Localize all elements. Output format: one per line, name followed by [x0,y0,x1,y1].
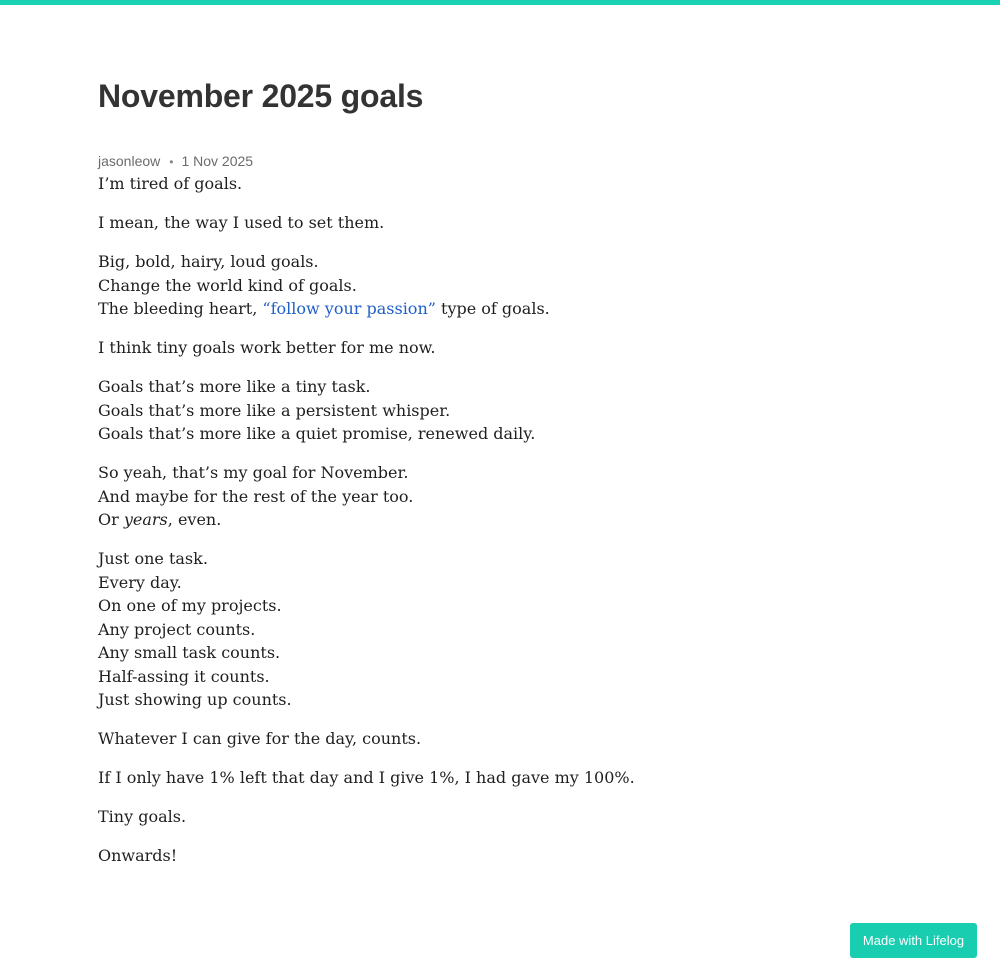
post-title: November 2025 goals [98,78,424,114]
paragraph: Onwards! [98,846,178,865]
paragraph-line: Goals that’s more like a persistent whisper. [98,400,451,420]
paragraph-line: Half-assing it counts. [98,666,270,686]
paragraph-line: Every day. [98,572,182,592]
paragraph-line: On one of my projects. [98,596,282,615]
paragraph-line: Big, bold, hairy, loud goals. [98,252,319,271]
text-segment: , even. [167,510,222,529]
paragraph: If I only have 1% left that day and I give 1%, I had gave my 100%. [98,768,635,787]
paragraph [98,250,898,321]
paragraph: I think tiny goals work better for me now. [98,338,436,357]
text-segment: The bleeding heart, [98,299,263,318]
paragraph: Whatever I can give for the day, counts. [98,729,422,748]
text-segment: Or [98,510,124,529]
top-accent-bar [0,0,1000,5]
paragraph-line: Goals that’s more like a quiet promise, renewed daily. [98,424,536,443]
paragraph: I mean, the way I used to set them. [98,213,385,232]
post-meta [98,152,898,171]
paragraph-line: And maybe for the rest of the year too. [98,486,414,506]
meta-separator: • [169,155,174,169]
emphasis-text: years [123,510,168,529]
post-body [98,172,898,868]
paragraph-line: Any small task counts. [98,643,281,662]
author-name[interactable]: jasonleow [98,153,161,169]
paragraph [98,461,898,532]
paragraph [98,375,898,446]
post-article [98,74,898,883]
paragraph [98,547,898,712]
paragraph-line: Just showing up counts. [98,690,292,709]
paragraph-line: Just one task. [98,549,208,568]
follow-your-passion-link[interactable]: “follow your passion” [262,299,436,318]
paragraph-line: Change the world kind of goals. [98,275,357,295]
paragraph-line: Goals that’s more like a tiny task. [98,377,371,396]
made-with-lifelog-button[interactable]: Made with Lifelog [850,923,977,958]
text-segment: type of goals. [435,299,550,318]
post-date: 1 Nov 2025 [181,153,254,169]
paragraph-line: Any project counts. [98,619,256,639]
paragraph-line: So yeah, that’s my goal for November. [98,463,409,482]
paragraph: I’m tired of goals. [98,174,243,193]
paragraph-line [98,508,898,532]
paragraph-line [98,297,898,321]
paragraph: Tiny goals. [98,807,187,826]
